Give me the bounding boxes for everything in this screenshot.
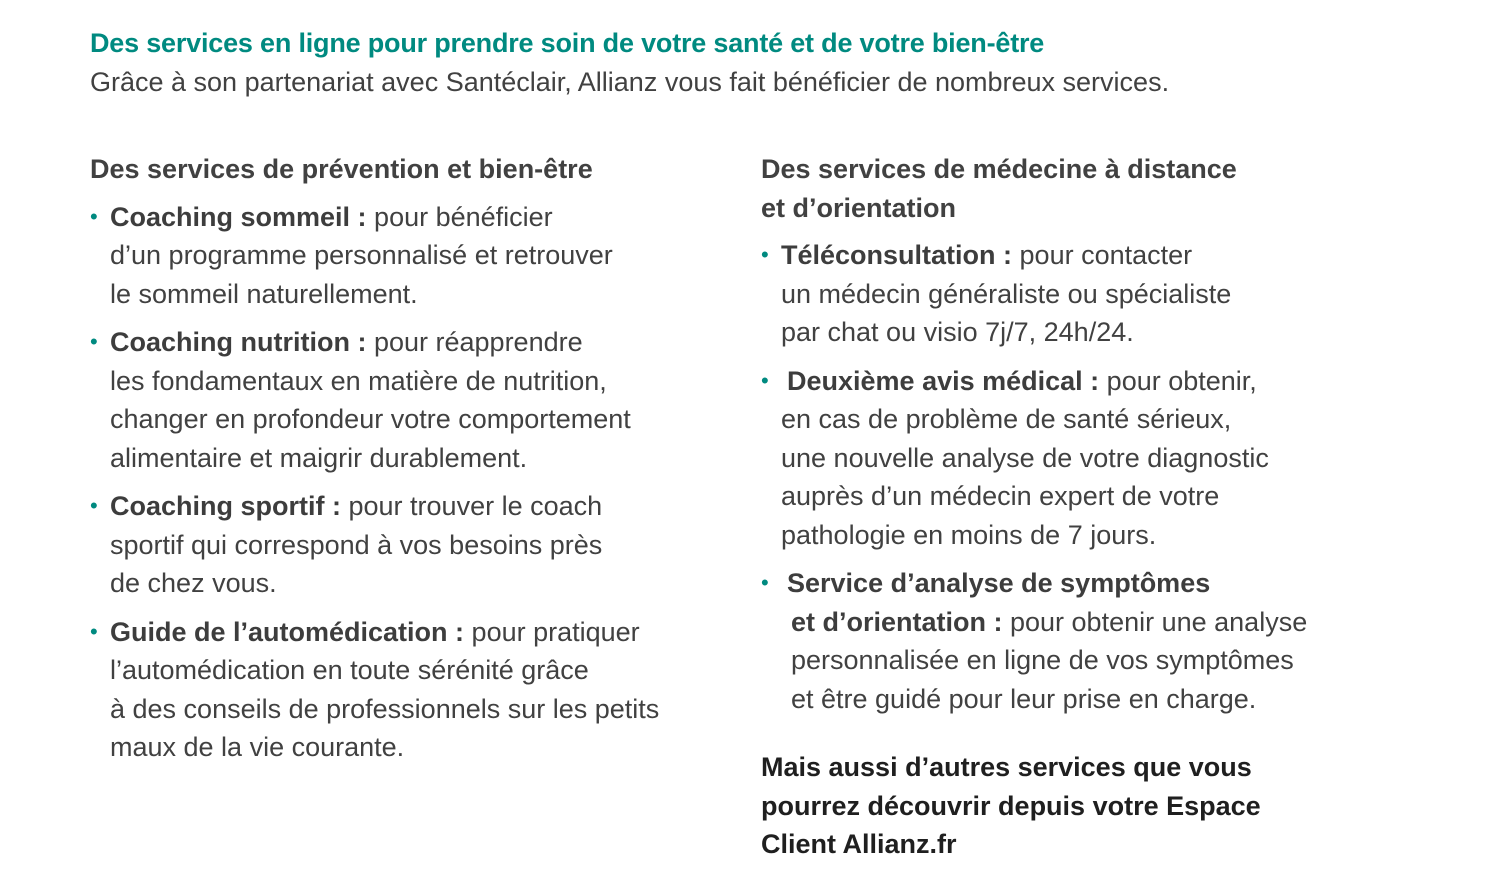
item-text: personnalisée en ligne de vos symptômes <box>791 645 1294 675</box>
section-title-line: et d’orientation <box>761 192 956 223</box>
item-term: Deuxième avis médical : <box>787 365 1100 396</box>
bullet-icon: • <box>761 367 769 393</box>
bullet-icon: • <box>761 242 769 267</box>
item-text: pour obtenir, <box>1099 365 1257 396</box>
list-item <box>761 236 1461 352</box>
closing-note <box>761 748 1461 864</box>
bullet-icon: • <box>90 329 98 354</box>
item-term: Téléconsultation : <box>781 240 1013 270</box>
prevention-section-title: Des services de prévention et bien-être <box>90 154 593 184</box>
item-text: sportif qui correspond à vos besoins près <box>110 529 603 560</box>
list-item <box>90 487 730 603</box>
telemedicine-section-title <box>761 150 1461 227</box>
item-term: et d’orientation : <box>791 606 1003 637</box>
item-term: Coaching sportif : <box>110 491 341 521</box>
closing-line: Client Allianz.fr <box>761 829 957 859</box>
item-term: Guide de l’automédication : <box>110 616 465 647</box>
item-text: les fondamentaux en matière de nutrition, <box>110 365 607 396</box>
item-text: pour pratiquer <box>464 616 640 647</box>
item-text: à des conseils de professionnels sur les petits <box>110 693 660 724</box>
item-text: maux de la vie courante. <box>110 732 405 762</box>
item-text: une nouvelle analyse de votre diagnostic <box>781 442 1269 473</box>
item-text: pour obtenir une analyse <box>1002 606 1308 637</box>
item-text: pathologie en moins de 7 jours. <box>781 519 1157 550</box>
prevention-list <box>90 198 730 767</box>
list-item <box>90 198 730 314</box>
bullet-icon: • <box>90 493 98 518</box>
telemedicine-list <box>761 236 1461 718</box>
list-item <box>90 323 730 477</box>
item-text: pour trouver le coach <box>341 491 603 521</box>
bullet-icon: • <box>90 618 98 644</box>
page-subtitle: Grâce à son partenariat avec Santéclair, Allianz vous fait bénéficier de nombreux services. <box>90 67 1170 97</box>
closing-line: Mais aussi d’autres services que vous <box>761 752 1252 782</box>
item-text: changer en profondeur votre comportement <box>110 404 631 434</box>
list-item <box>761 362 1461 555</box>
list-item <box>761 564 1461 718</box>
item-text: le sommeil naturellement. <box>110 278 418 309</box>
item-text: d’un programme personnalisé et retrouver <box>110 240 613 270</box>
prevention-column <box>90 150 730 777</box>
item-text: auprès d’un médecin expert de votre <box>781 481 1220 511</box>
item-term: Coaching sommeil : <box>110 201 367 232</box>
item-text: de chez vous. <box>110 568 277 598</box>
bullet-icon: • <box>90 203 98 229</box>
item-text: pour bénéficier <box>366 201 553 232</box>
bullet-icon: • <box>761 570 769 595</box>
item-text: un médecin généraliste ou spécialiste <box>781 278 1232 309</box>
item-text: en cas de problème de santé sérieux, <box>781 404 1232 434</box>
item-text: pour contacter <box>1012 240 1193 270</box>
page-title: Des services en ligne pour prendre soin de votre santé et de votre bien-être <box>90 28 1045 58</box>
item-text: par chat ou visio 7j/7, 24h/24. <box>781 317 1134 347</box>
section-title-line: Des services de médecine à distance <box>761 154 1237 184</box>
item-text: alimentaire et maigrir durablement. <box>110 442 528 473</box>
item-text: pour réapprendre <box>366 327 583 357</box>
item-term: Coaching nutrition : <box>110 327 367 357</box>
telemedicine-column <box>761 150 1461 864</box>
item-text: l’automédication en toute sérénité grâce <box>110 655 589 685</box>
item-term: Service d’analyse de symptômes <box>787 568 1211 598</box>
list-item <box>90 613 730 767</box>
item-text: et être guidé pour leur prise en charge. <box>791 683 1257 714</box>
closing-line: pourrez découvrir depuis votre Espace <box>761 790 1261 821</box>
